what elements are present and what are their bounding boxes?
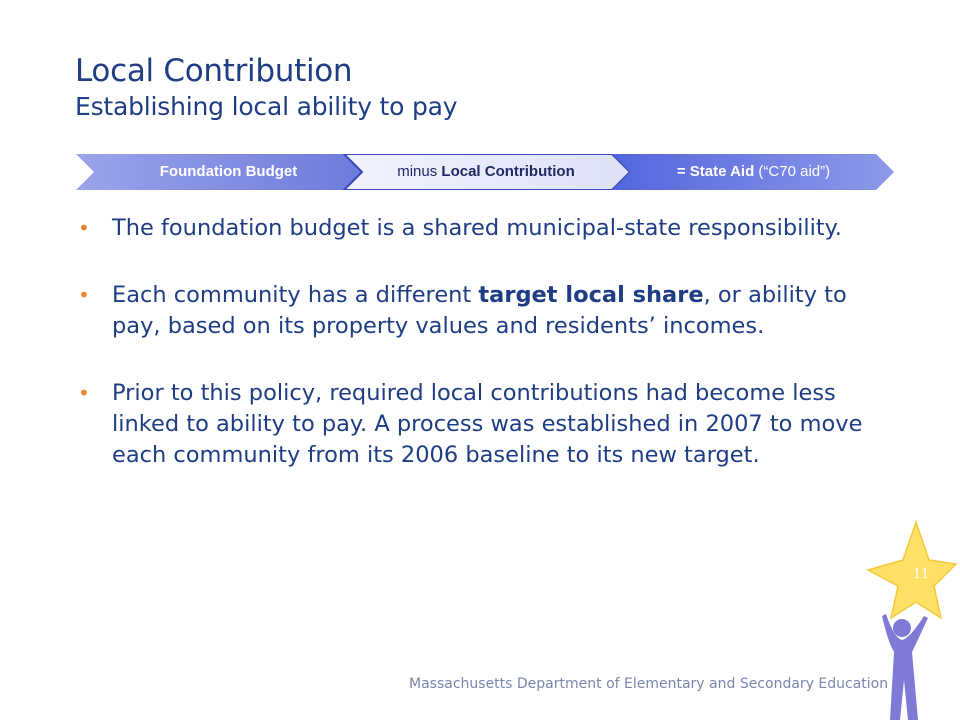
bullet-item [78, 378, 898, 471]
process-chevrons [76, 154, 894, 190]
step-local-contribution [356, 154, 616, 190]
step-2-bold: Local Contribution [441, 163, 575, 180]
step-state-aid [626, 154, 881, 190]
bullet-marker-icon: • [78, 381, 90, 405]
footer-text: Massachusetts Department of Elementary and Secondary Education [409, 676, 889, 692]
step-2-prefix: minus [397, 163, 442, 180]
slide-subtitle: Establishing local ability to pay [75, 92, 458, 121]
bullet-text-emphasis: target local share [478, 282, 704, 308]
step-foundation-budget: Foundation Budget [159, 163, 298, 180]
star-mascot [858, 520, 958, 724]
bullet-text: The foundation budget is a shared municipal-state responsibility. [112, 215, 842, 241]
person-figure-icon [882, 614, 928, 720]
title-block [75, 52, 457, 124]
bullet-list [78, 213, 898, 507]
bullet-text-after: , or ability to pay, based on its property values and residents’ incomes. [112, 282, 847, 339]
bullet-item [78, 280, 898, 342]
bullet-marker-icon: • [78, 216, 90, 240]
slide-title: Local Contribution [75, 53, 353, 89]
page-number: 11 [912, 567, 930, 582]
bullet-text: Prior to this policy, required local contributions had become less linked to ability to pay. A process was established in 2007 to move each community from its 2006 baseline to its new target. [112, 380, 863, 468]
bullet-text-before: Each community has a different [112, 282, 479, 308]
bullet-item [78, 213, 898, 244]
step-3-suffix: (“C70 aid”) [754, 163, 831, 180]
step-3-bold: = State Aid [676, 163, 755, 180]
bullet-marker-icon: • [78, 283, 90, 307]
